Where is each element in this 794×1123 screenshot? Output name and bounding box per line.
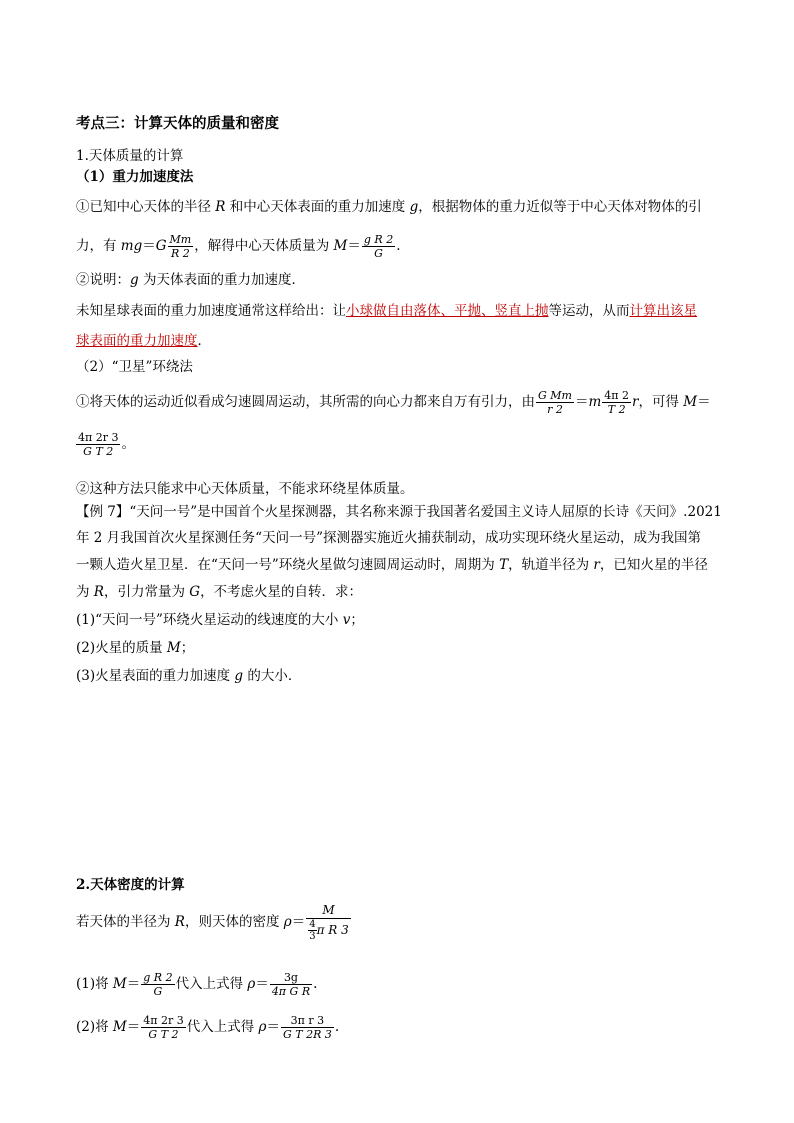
density-case-1: (1)将 M＝ $\frac{\text{g R 2}}{G}$ 代入上式得 ρ＝ $\frac{3g}{\text{4π G R}}$ . xyxy=(76,971,318,998)
fraction-gR2-G: $\frac{\text{g R 2}}{G}$ xyxy=(363,233,394,260)
example-line-3: 一颗人造火星卫星．在“天问一号”环绕火星做匀速圆周运动时，周期为 T，轨道半径为 r，已知火星的半径 xyxy=(76,557,708,573)
highlight-motion-types: 小球做自由落体、平抛、竖直上抛 xyxy=(346,303,549,319)
para-gravity-2: 力，有 mg＝G $\frac{Mm}{R 2}$ ，解得中心天体质量为 M＝ $\frac{\text{g R 2}}{G}$ . xyxy=(76,233,401,260)
highlight-calc-1: 计算出该星 xyxy=(629,303,697,319)
question-2: (2)火星的质量 M； xyxy=(76,640,195,656)
example-line-4: 为 R，引力常量为 G，不考虑火星的自转．求： xyxy=(76,584,363,600)
highlight-calc-2: 球表面的重力加速度 xyxy=(76,333,198,349)
part1-heading: 1.天体质量的计算 xyxy=(76,148,184,164)
fraction-gR2-G-2: $\frac{\text{g R 2}}{G}$ xyxy=(143,971,173,998)
density-formula: 若天体的半径为 R，则天体的密度 ρ＝ M $\frac{4}{3}$ π R 3 xyxy=(76,903,349,942)
fraction-Mm-R2: $\frac{Mm}{R 2}$ xyxy=(169,233,192,260)
fraction-4pi2-T2: $\frac{4\pi 2}{T 2}$ xyxy=(604,389,630,416)
fraction-4pi2r3-GT2: $\frac{4\pi 2r 3}{\text{G T 2}}$ xyxy=(78,431,119,458)
fraction-GMm-r2: $\frac{\text{G Mm}}{r 2}$ xyxy=(538,389,572,416)
para-satellite-note: ②这种方法只能求中心天体质量，不能求环绕星体质量。 xyxy=(76,481,414,497)
para-satellite-2: $\frac{4\pi 2r 3}{\text{G T 2}}$ 。 xyxy=(78,431,135,458)
method2-heading: （2）“卫星”环绕法 xyxy=(76,359,193,375)
section-title: 考点三：计算天体的质量和密度 xyxy=(76,115,279,132)
example-line-1: 【例 7】“天问一号”是中国首个火星探测器，其名称来源于我国著名爱国主义诗人屈原的长诗《天问》.2021 xyxy=(76,504,722,520)
para-explain: ②说明：g 为天体表面的重力加速度． xyxy=(76,272,305,288)
para-gravity-1: ①已知中心天体的半径 R 和中心天体表面的重力加速度 g，根据物体的重力近似等于中心天体对物体的引 xyxy=(76,199,702,215)
para-satellite-1: ①将天体的运动近似看成匀速圆周运动，其所需的向心力都来自万有引力，由 $\frac{\text{G Mm}}{r 2}$ ＝m $\frac{4\pi 2}{T 2}$ r，可得 M＝ xyxy=(76,389,711,416)
example-line-2: 年 2 月我国首次火星探测任务“天问一号”探测器实施近火捕获制动，成功实现环绕火星运动，成为我国第 xyxy=(76,530,701,546)
fraction-4-3: $\frac{4}{3}$ xyxy=(309,919,316,942)
fraction-3g-4piGR: $\frac{3g}{\text{4π G R}}$ xyxy=(271,971,311,998)
question-1: (1)“天问一号”环绕火星运动的线速度的大小 v； xyxy=(76,612,364,628)
density-case-2: (2)将 M＝ $\frac{4\pi 2r 3}{\text{G T 2}}$ 代入上式得 ρ＝ $\frac{\text{3π r 3}}{\text{G T 2R 3}}$ . xyxy=(76,1014,340,1041)
question-3: (3)火星表面的重力加速度 g 的大小． xyxy=(76,668,302,684)
part2-heading: 2.天体密度的计算 xyxy=(76,877,185,893)
method1-heading: （1）重力加速度法 xyxy=(76,169,194,185)
fraction-3pir3-GT2R3: $\frac{\text{3π r 3}}{\text{G T 2R 3}}$ xyxy=(282,1014,332,1041)
para-unknown-gravity-1: 未知星球表面的重力加速度通常这样给出：让小球做自由落体、平抛、竖直上抛等运动，从而计算出该星 xyxy=(76,303,697,319)
fraction-4pi2r3-GT2-2: $\frac{4\pi 2r 3}{\text{G T 2}}$ xyxy=(143,1014,184,1041)
fraction-density: M $\frac{4}{3}$ π R 3 xyxy=(306,903,351,942)
para-unknown-gravity-2: 球表面的重力加速度． xyxy=(76,333,211,349)
